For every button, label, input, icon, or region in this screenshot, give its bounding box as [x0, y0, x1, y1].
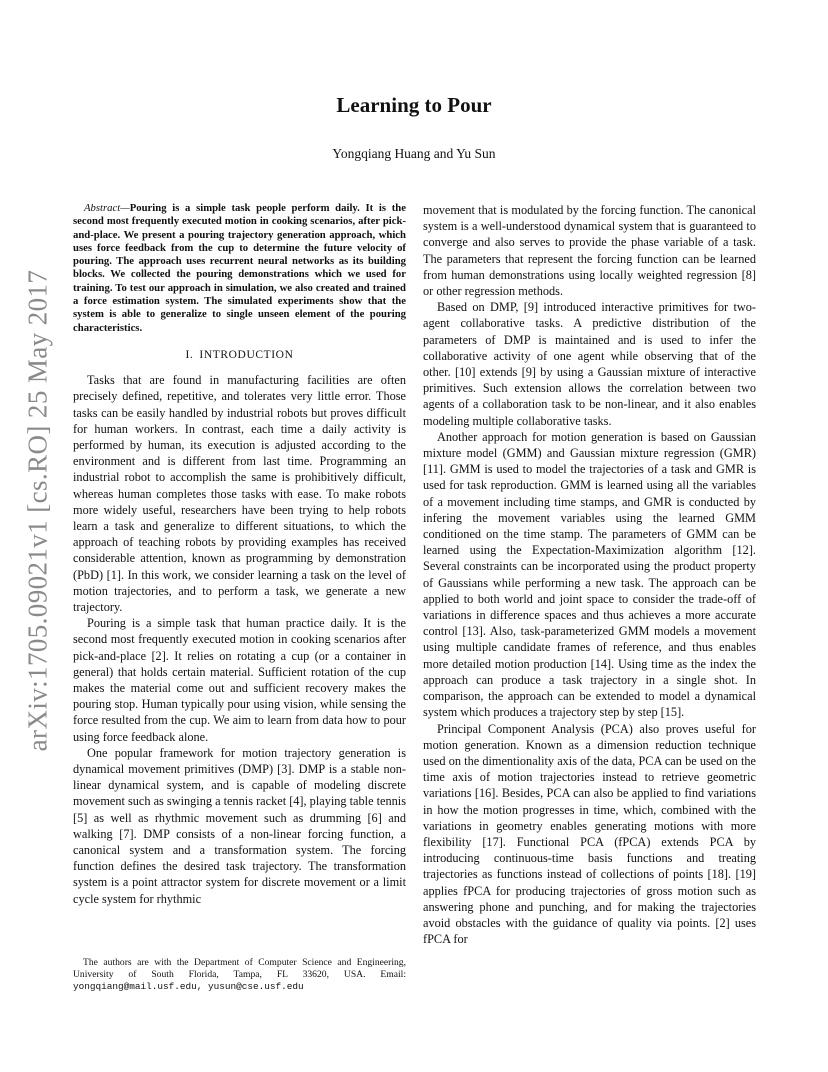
section-title: INTRODUCTION — [199, 348, 294, 361]
paper-authors: Yongqiang Huang and Yu Sun — [332, 146, 496, 161]
left-column — [73, 202, 406, 907]
footnote-text: The authors are with the Department of Computer Science and Engineering, University of South Florida, Tampa, FL 33620, USA. Email: — [73, 957, 406, 980]
paper-title: Learning to Pour — [336, 93, 492, 117]
author-footnote — [73, 957, 406, 992]
footnote-emails: yongqiang@mail.usf.edu, yusun@cse.usf.edu — [73, 980, 304, 992]
paragraph: Based on DMP, [9] introduced interactive primitives for two-agent collaborative tasks. A predictive distribution of the parameters of DMP is maintained and is used to infer the collaborative activity of one agent while observing that of the other. [10] extends [9] by using a Gaussian mixture of interactive primitives. Such extension allows the correlation between two agents of a collaboration task to be non-linear, and it also enables modeling multiple collaborative tasks. — [423, 300, 756, 428]
paragraph: Another approach for motion generation is based on Gaussian mixture model (GMM) and Gaussian mixture regression (GMR) [11]. GMM is used to model the trajectories of a task and GMR is used for task reproduction. GMM is learned using all the variables of a movement including time stamps, and GMR is conducted by infering the movement variables using the learned GMM conditioned on the time stamp. The parameters of GMM can be learned using the Expectation-Maximization algorithm [12]. Several constraints can be incorporated using the product property of Gaussians while performing a new task. The approach can be applied to both world and joint space to consider the trade-off of variations in difference spaces and thus achieves a more accurate control [13]. Also, task-parameterized GMM models a movement using multiple candidate frames of reference, and thus enables more detailed motion production [14]. Using time as the index the approach can produce a task trajectory in a single shot. In comparison, the approach can be extended to model a dynamical system which produces a trajectory step by step [15]. — [423, 429, 756, 720]
paragraph: Tasks that are found in manufacturing facilities are often precisely defined, repetitive, and tolerates very little error. Those tasks can be easily handled by industrial robots but proves difficult for human workers. In contrast, each time a daily activity is performed by human, its execution is adjusted according to the environment and is different from last time. Programming an industrial robot to accomplish the same is prohibitively difficult, whereas human completes those tasks with ease. To make robots more widely useful, researchers have been trying to help robots learn a task and generalize to different situations, to which the approach of teaching robots by providing examples has received considerable attention, known as programming by demonstration (PbD) [1]. In this work, we consider learning a task on the level of motion trajectories, and to perform a task, we generate a new trajectory. — [73, 373, 406, 615]
section-number: I. — [185, 348, 194, 361]
arxiv-identifier: arXiv:1705.09021v1 [cs.RO] 25 May 2017 — [22, 269, 53, 751]
paragraph: Principal Component Analysis (PCA) also proves useful for motion generation. Known as a dimension reduction technique used on the dimentionality axis of the data, PCA can be used on the time axis of motion trajectories instead to retrieve geometric variations [16]. Besides, PCA can also be applied to find variations in how the motion progresses in time, which, combined with the variations in geometry enables generating motions with more flexibility [17]. Functional PCA (fPCA) extends PCA by introducing continuous-time basis functions and treating trajectories as functions instead of collections of points [18]. [19] applies fPCA for producing trajectories of gross motion such as answering phone and punching, and for making the trajectories avoid obstacles with the guidance of quality via points. [2] uses fPCA for — [423, 721, 756, 947]
paragraph: Pouring is a simple task that human practice daily. It is the second most frequently executed motion in cooking scenarios after pick-and-place [2]. It relies on rotating a cup (or a container in general) that holds certain material. Sufficient rotation of the cup makes the material come out and sufficient recovery makes the pouring stop. Human typically pour using vision, while sensing the force resulted from the cup. We aim to learn from data how to pour using force feedback alone. — [73, 616, 406, 744]
abstract-lead: Abstract— — [84, 202, 130, 214]
abstract-text: Pouring is a simple task people perform daily. It is the second most frequently executed motion in cooking scenarios, after pick-and-place. We present a pouring trajectory generation approach, which uses force feedback from the cup to determine the future velocity of pouring. The approach uses recurrent neural networks as its building blocks. We collected the pouring demonstrations which we used for training. To test our approach in simulation, we also created and trained a force estimation system. The simulated experiments show that the system is able to generalize to single unseen element of the pouring characteristics. — [73, 202, 406, 334]
abstract — [73, 202, 406, 335]
paragraph: One popular framework for motion trajectory generation is dynamical movement primitives (DMP) [3]. DMP is a stable non-linear dynamical system, and is capable of modeling discrete movement such as swinging a tennis racket [4], playing table tennis [5] as well as rhythmic movement such as drumming [6] and walking [7]. DMP consists of a non-linear forcing function, a canonical system and a transformation system. The forcing function defines the desired task trajectory. The transformation system is a point attractor system for discrete movement or a limit cycle system for rhythmic — [73, 745, 406, 906]
paragraph: movement that is modulated by the forcing function. The canonical system is a well-understood dynamical system that is guaranteed to converge and also serves to provide the phase variable of a task. The parameters that represent the forcing function can be learned from human demonstrations using locally weighted regression [8] or other regression methods. — [423, 203, 756, 299]
section-heading-introduction — [73, 347, 406, 363]
arxiv-watermark — [18, 230, 58, 790]
right-column — [423, 202, 756, 947]
